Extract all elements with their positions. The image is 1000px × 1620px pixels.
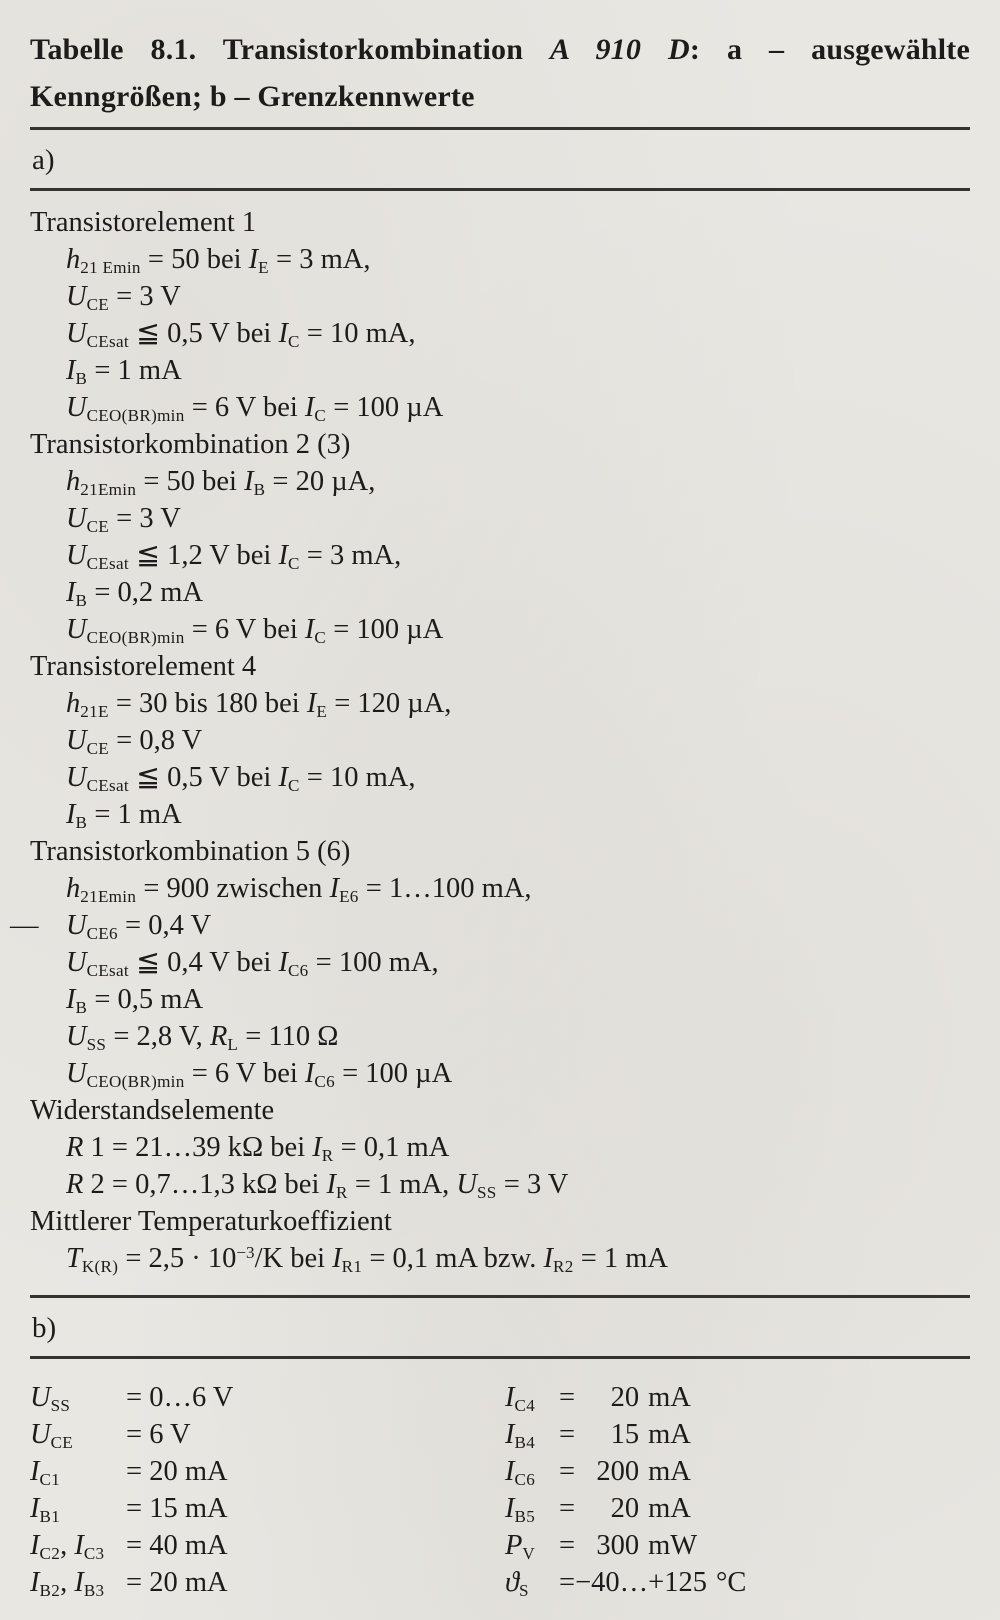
subscript: CEsat xyxy=(86,775,129,795)
spec-line xyxy=(30,500,970,537)
limit-row xyxy=(505,1453,970,1490)
symbol: U xyxy=(66,1058,87,1089)
equals-sign: = xyxy=(559,1567,576,1598)
subscript: S xyxy=(519,1580,529,1600)
subscript: C xyxy=(314,405,327,425)
subscript: C4 xyxy=(514,1395,536,1415)
text-run: = 10 mA, xyxy=(299,762,416,793)
subscript: C6 xyxy=(514,1469,536,1489)
limit-symbol xyxy=(505,1490,559,1527)
subscript: B xyxy=(75,812,88,832)
subscript: C3 xyxy=(83,1543,105,1563)
limit-row xyxy=(30,1453,505,1490)
symbol: U xyxy=(66,503,87,534)
limit-unit: mA xyxy=(648,1456,691,1487)
symbol: I xyxy=(505,1419,515,1450)
limit-row xyxy=(30,1490,505,1527)
equals-sign: = xyxy=(559,1530,576,1561)
symbol: U xyxy=(30,1382,51,1413)
limit-unit: °C xyxy=(715,1567,747,1598)
limit-unit: mA xyxy=(648,1419,691,1450)
text-run: — xyxy=(10,910,39,941)
subscript: CE xyxy=(86,738,110,758)
subscript: B xyxy=(75,590,88,610)
equals-sign: = xyxy=(559,1493,576,1524)
limit-number: 15 xyxy=(610,1419,640,1450)
text-run: = 0,4 V xyxy=(117,910,212,941)
spec-line xyxy=(30,389,970,426)
symbol: I xyxy=(278,318,288,349)
limit-unit: mA xyxy=(648,1382,691,1413)
limit-symbol xyxy=(505,1453,559,1490)
symbol: U xyxy=(456,1169,477,1200)
symbol: I xyxy=(326,1169,336,1200)
spec-group-header xyxy=(30,1203,970,1240)
text-run: = 6 V bei xyxy=(184,392,305,423)
limit-value: = 15 mA xyxy=(126,1493,228,1524)
limit-value: = 0…6 V xyxy=(126,1382,234,1413)
symbol: I xyxy=(332,1243,342,1274)
symbol: U xyxy=(66,392,87,423)
subscript: C6 xyxy=(314,1071,335,1091)
caption-line-2 xyxy=(30,73,970,120)
section-a-label: a) xyxy=(32,144,55,176)
subscript: SS xyxy=(477,1182,497,1202)
text-run: = 2,5 · 10 xyxy=(118,1243,237,1274)
spec-line xyxy=(30,796,970,833)
text-run: = 100 mA, xyxy=(308,947,439,978)
spec-line xyxy=(30,352,970,389)
symbol: h xyxy=(66,688,81,719)
text-run: Mittlerer Temperaturkoeffizient xyxy=(30,1206,392,1237)
text-run: , xyxy=(60,1530,75,1561)
limit-row xyxy=(30,1564,505,1601)
limit-row xyxy=(505,1379,970,1416)
subscript: CEsat xyxy=(86,553,129,573)
subscript: C xyxy=(314,627,327,647)
symbol: U xyxy=(66,947,87,978)
spec-line xyxy=(30,759,970,796)
spec-line xyxy=(30,463,970,500)
spec-line xyxy=(30,722,970,759)
subscript: 21Emin xyxy=(80,886,137,906)
limit-row xyxy=(30,1527,505,1564)
limit-row xyxy=(505,1527,970,1564)
text-run: = 1 mA xyxy=(87,799,182,830)
limits-right-column xyxy=(505,1379,970,1601)
text-run: ≦ 1,2 V bei xyxy=(128,540,279,571)
limit-row xyxy=(505,1490,970,1527)
text-run: = 6 V bei xyxy=(184,1058,305,1089)
symbol: I xyxy=(278,947,288,978)
symbol: I xyxy=(329,873,340,904)
text-run: = 100 µA xyxy=(334,1058,453,1089)
symbol: U xyxy=(66,725,87,756)
subscript: CEO(BR)min xyxy=(86,1071,185,1091)
limit-unit: mA xyxy=(648,1493,691,1524)
text-run: = 3 V xyxy=(496,1169,569,1200)
symbol: I xyxy=(505,1493,515,1524)
symbol: U xyxy=(66,910,87,941)
subscript: B5 xyxy=(514,1506,536,1526)
symbol: I xyxy=(505,1382,515,1413)
symbol: I xyxy=(304,614,315,645)
spec-group-header xyxy=(30,648,970,685)
symbol: U xyxy=(66,614,87,645)
text-run: = 6 V bei xyxy=(184,614,305,645)
text-run: Transistorkombination 2 (3) xyxy=(30,429,351,460)
limit-value: = 40 mA xyxy=(126,1530,228,1561)
text-run: = 1…100 mA, xyxy=(358,873,532,904)
text-run: = 0,8 V xyxy=(109,725,203,756)
symbol: I xyxy=(248,244,259,275)
symbol: U xyxy=(66,318,87,349)
subscript: R xyxy=(336,1182,348,1202)
symbol: h xyxy=(66,244,81,275)
spec-line xyxy=(30,574,970,611)
subscript: B xyxy=(253,479,266,499)
symbol: I xyxy=(66,577,76,608)
symbol: I xyxy=(505,1456,515,1487)
spec-line xyxy=(10,907,970,944)
spec-group-header xyxy=(30,204,970,241)
superscript: −3 xyxy=(236,1242,255,1262)
subscript: CE xyxy=(50,1432,74,1452)
text-run: = 0,2 mA xyxy=(87,577,204,608)
section-b-content xyxy=(30,1379,970,1601)
text-run: = 1 mA, xyxy=(347,1169,457,1200)
text-run: 2 = 0,7…1,3 kΩ bei xyxy=(83,1169,327,1200)
table-caption xyxy=(30,0,970,120)
text-run: : a – ausgewählte xyxy=(689,33,971,66)
text-run: = 0,1 mA bzw. xyxy=(362,1243,544,1274)
subscript: SS xyxy=(86,1034,107,1054)
subscript: E xyxy=(316,701,328,721)
limit-row xyxy=(30,1379,505,1416)
spec-line xyxy=(30,981,970,1018)
subscript: C xyxy=(287,775,300,795)
symbol: I xyxy=(30,1530,40,1561)
subscript: V xyxy=(522,1543,536,1563)
limit-symbol xyxy=(505,1527,559,1564)
symbol: A 910 D xyxy=(550,33,690,66)
symbol: I xyxy=(312,1132,322,1163)
text-run: = 2,8 V, xyxy=(106,1021,210,1052)
limit-symbol xyxy=(505,1379,559,1416)
limit-unit: mW xyxy=(648,1530,698,1561)
subscript: K(R) xyxy=(81,1256,119,1276)
limit-number: 20 xyxy=(610,1493,640,1524)
spec-line xyxy=(30,685,970,722)
subscript: CE6 xyxy=(86,923,118,943)
symbol: I xyxy=(278,540,288,571)
symbol: P xyxy=(505,1530,523,1561)
subscript: C xyxy=(287,331,300,351)
spec-group-header xyxy=(30,426,970,463)
symbol: I xyxy=(66,355,76,386)
spec-group-header xyxy=(30,1092,970,1129)
spec-line xyxy=(30,944,970,981)
symbol: I xyxy=(304,1058,315,1089)
limit-number: 20 xyxy=(610,1382,640,1413)
symbol: U xyxy=(66,281,87,312)
spec-line xyxy=(30,537,970,574)
equals-sign: = xyxy=(559,1456,576,1487)
symbol: U xyxy=(66,1021,87,1052)
text-run: = 120 µA, xyxy=(327,688,452,719)
text-run: Transistorelement 1 xyxy=(30,207,257,238)
symbol: I xyxy=(66,799,76,830)
limit-symbol xyxy=(505,1416,559,1453)
symbol: U xyxy=(30,1419,51,1450)
symbol: I xyxy=(30,1493,40,1524)
text-run: = 10 mA, xyxy=(299,318,416,349)
symbol: I xyxy=(304,392,315,423)
subscript: CEO(BR)min xyxy=(86,405,185,425)
text-run: = 3 V xyxy=(109,503,181,534)
subscript: B1 xyxy=(39,1506,61,1526)
text-run: = 30 bis 180 bei xyxy=(108,688,307,719)
text-run: = 3 V xyxy=(109,281,181,312)
subscript: B xyxy=(75,997,88,1017)
text-run: Transistorkombination xyxy=(222,33,550,66)
text-run: = 3 mA, xyxy=(299,540,402,571)
horizontal-rule-b xyxy=(30,1356,970,1359)
limit-value: = 20 mA xyxy=(126,1456,228,1487)
limits-left-column xyxy=(30,1379,505,1601)
limit-symbol xyxy=(30,1379,126,1416)
subscript: C2 xyxy=(39,1543,61,1563)
section-b-label: b) xyxy=(32,1312,57,1344)
spec-line xyxy=(30,1129,970,1166)
subscript: CEO(BR)min xyxy=(86,627,185,647)
symbol: I xyxy=(30,1567,40,1598)
subscript: CEsat xyxy=(86,331,129,351)
text-run: = 50 bei xyxy=(140,244,249,275)
limit-number: 300 xyxy=(596,1530,640,1561)
text-run: = 0,5 mA xyxy=(87,984,204,1015)
limit-row xyxy=(30,1416,505,1453)
subscript: CEsat xyxy=(86,960,129,980)
text-run: = 900 zwischen xyxy=(136,873,330,904)
spec-line xyxy=(30,611,970,648)
text-run: /K bei xyxy=(254,1243,333,1274)
subscript: R2 xyxy=(553,1256,574,1276)
subscript: SS xyxy=(50,1395,71,1415)
limit-number: −40…+125 xyxy=(575,1567,707,1598)
subscript: C xyxy=(287,553,300,573)
spec-line xyxy=(30,241,970,278)
spec-line xyxy=(30,870,970,907)
text-run: = 0,1 mA xyxy=(333,1132,450,1163)
subscript: CE xyxy=(86,294,110,314)
symbol: U xyxy=(66,540,87,571)
limit-symbol xyxy=(30,1416,126,1453)
subscript: R xyxy=(321,1145,334,1165)
symbol: I xyxy=(74,1530,84,1561)
limit-number: 200 xyxy=(596,1456,640,1487)
symbol: R xyxy=(209,1021,228,1052)
spec-line xyxy=(30,315,970,352)
limit-symbol xyxy=(30,1453,126,1490)
text-run: = 20 µA, xyxy=(265,466,376,497)
text-run: = 100 µA xyxy=(326,392,444,423)
limit-row xyxy=(505,1416,970,1453)
symbol: R xyxy=(66,1169,84,1200)
subscript: C6 xyxy=(287,960,309,980)
symbol: I xyxy=(543,1243,553,1274)
symbol: h xyxy=(66,873,81,904)
text-run: = 1 mA xyxy=(87,355,182,386)
equals-sign: = xyxy=(559,1419,576,1450)
spec-line xyxy=(30,1018,970,1055)
limit-row xyxy=(505,1564,970,1601)
text-run: Transistorelement 4 xyxy=(30,651,257,682)
symbol: I xyxy=(30,1456,40,1487)
subscript: B2 xyxy=(39,1580,61,1600)
subscript: B4 xyxy=(514,1432,536,1452)
spec-line xyxy=(30,1166,970,1203)
limit-value: = 6 V xyxy=(126,1419,191,1450)
limit-symbol xyxy=(30,1490,126,1527)
text-run: = 50 bei xyxy=(136,466,245,497)
text-run: , xyxy=(60,1567,75,1598)
symbol: I xyxy=(66,984,76,1015)
subscript: B xyxy=(75,368,88,388)
symbol: I xyxy=(278,762,288,793)
spec-line xyxy=(30,1055,970,1092)
text-run: 1 = 21…39 kΩ bei xyxy=(83,1132,313,1163)
symbol: I xyxy=(244,466,254,497)
symbol: R xyxy=(66,1132,84,1163)
text-run: Widerstandselemente xyxy=(30,1095,275,1126)
symbol: ϑ xyxy=(505,1567,519,1598)
text-run: ≦ 0,5 V bei xyxy=(128,318,279,349)
text-run: Transistorkombination 5 (6) xyxy=(30,836,351,867)
text-run: = 3 mA, xyxy=(268,244,371,275)
section-a-content xyxy=(10,204,970,1277)
spec-line xyxy=(30,1240,970,1277)
text-run: = 100 µA xyxy=(326,614,444,645)
spec-line xyxy=(30,278,970,315)
symbol: I xyxy=(306,688,317,719)
limit-symbol xyxy=(30,1527,126,1564)
subscript: 21E xyxy=(80,701,109,721)
spec-group-header xyxy=(30,833,970,870)
symbol: T xyxy=(66,1243,82,1274)
subscript: L xyxy=(227,1034,239,1054)
limit-symbol xyxy=(30,1564,126,1601)
symbol: h xyxy=(66,466,81,497)
limit-symbol xyxy=(505,1564,559,1601)
subscript: CE xyxy=(86,516,110,536)
horizontal-rule-a xyxy=(30,188,970,191)
subscript: 21 Emin xyxy=(80,257,141,277)
text-run: = 110 Ω xyxy=(238,1021,339,1052)
subscript: E xyxy=(258,257,269,277)
text-run: ≦ 0,4 V bei xyxy=(128,947,279,978)
symbol: I xyxy=(74,1567,84,1598)
subscript: C1 xyxy=(39,1469,61,1489)
text-run: Kenngrößen; b – Grenzkennwerte xyxy=(30,80,475,113)
subscript: 21Emin xyxy=(80,479,137,499)
subscript: B3 xyxy=(83,1580,105,1600)
subscript: R1 xyxy=(341,1256,363,1276)
subscript: E6 xyxy=(339,886,359,906)
symbol: U xyxy=(66,762,87,793)
text-run: = 1 mA xyxy=(573,1243,669,1274)
limit-value: = 20 mA xyxy=(126,1567,228,1598)
caption-line-1 xyxy=(30,26,970,73)
text-run: ≦ 0,5 V bei xyxy=(128,762,279,793)
text-run: Tabelle 8.1. xyxy=(30,33,223,66)
equals-sign: = xyxy=(559,1382,576,1413)
